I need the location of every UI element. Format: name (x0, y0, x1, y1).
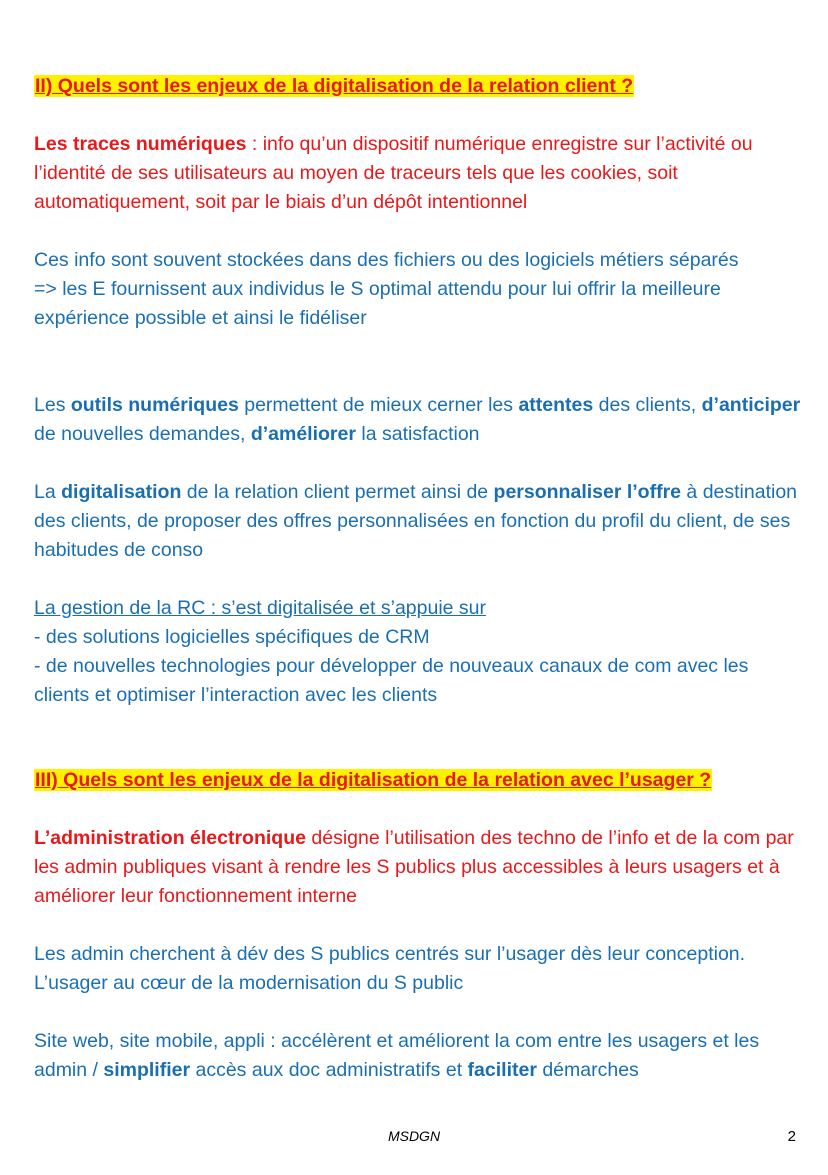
digital-tools-paragraph (34, 391, 804, 449)
text-run: de nouvelles demandes, (34, 423, 251, 445)
section-3-heading: III) Quels sont les enjeux de la digitalisation de la relation avec l’usager ? (35, 769, 712, 791)
company-service-line: => les E fournissent aux individus le S optimal attendu pour lui offrir la meilleure expérience possible et ainsi le fidéliser (34, 278, 721, 329)
text-run: Site web, site mobile, appli : accélèrent et améliorent la com entre les usagers et les admin / (34, 1030, 760, 1081)
page-number: 2 (787, 1128, 796, 1145)
section-2-heading: II) Quels sont les enjeux de la digitalisation de la relation client ? (35, 75, 634, 97)
digitalisation-paragraph (34, 478, 804, 565)
text-run: La (34, 481, 62, 503)
user-centered-paragraph (34, 940, 804, 998)
crm-list-item-2: - de nouvelles technologies pour développer de nouveaux canaux de com avec les clients et optimiser l’interaction avec les clients (34, 655, 749, 706)
text-run: démarches (536, 1059, 639, 1081)
bold-faciliter: faciliter (467, 1059, 537, 1081)
web-channels-paragraph (34, 1027, 804, 1085)
bold-outils-numeriques: outils numériques (70, 394, 239, 416)
bold-attentes: attentes (518, 394, 594, 416)
footer-author: MSDGN (387, 1128, 441, 1144)
text-run: permettent de mieux cerner les (238, 394, 519, 416)
e-administration-text: désigne l’utilisation des techno de l’info et de la com par les admin publiques visant à rendre les S publics plus accessibles à leurs usagers et à améliorer leur fonctionnement interne (34, 827, 794, 907)
section-3-heading-block (34, 766, 804, 795)
text-run: Les (34, 394, 71, 416)
e-administration-definition (34, 824, 804, 911)
text-run: accès aux doc administratifs et (190, 1059, 468, 1081)
text-run: de la relation client permet ainsi de (181, 481, 494, 503)
crm-management-title: La gestion de la RC : s’est digitalisée et s’appuie sur (34, 597, 487, 619)
bold-digitalisation: digitalisation (61, 481, 182, 503)
data-storage-paragraph (34, 246, 804, 333)
bold-simplifier: simplifier (103, 1059, 191, 1081)
crm-list-item-1: - des solutions logicielles spécifiques de CRM (34, 626, 430, 648)
crm-management-paragraph (34, 594, 804, 710)
section-2-heading-block (34, 72, 804, 101)
e-administration-term: L’administration électronique (34, 827, 306, 849)
text-run: la satisfaction (355, 423, 480, 445)
digital-traces-definition (34, 130, 804, 217)
digital-traces-term: Les traces numériques (34, 133, 247, 155)
bold-personnaliser-offre: personnaliser l’offre (493, 481, 682, 503)
digital-traces-text: : info qu’un dispositif numérique enregistre sur l’activité ou l’identité de ses utilisateurs au moyen de traceurs tels que les cookies, soit automatiquement, soit par le biais d’un dépôt intentionnel (34, 133, 753, 213)
text-run: à destination des clients, de proposer des offres personnalisées en fonction du profil du client, de ses habitudes de conso (34, 481, 798, 561)
bold-anticiper: d’anticiper (701, 394, 801, 416)
user-centered-text: Les admin cherchent à dév des S publics centrés sur l’usager dès leur conception. L’usager au cœur de la modernisation du S public (34, 943, 746, 994)
bold-ameliorer: d’améliorer (250, 423, 356, 445)
text-run: des clients, (593, 394, 702, 416)
data-storage-line: Ces info sont souvent stockées dans des fichiers ou des logiciels métiers séparés (34, 249, 739, 271)
